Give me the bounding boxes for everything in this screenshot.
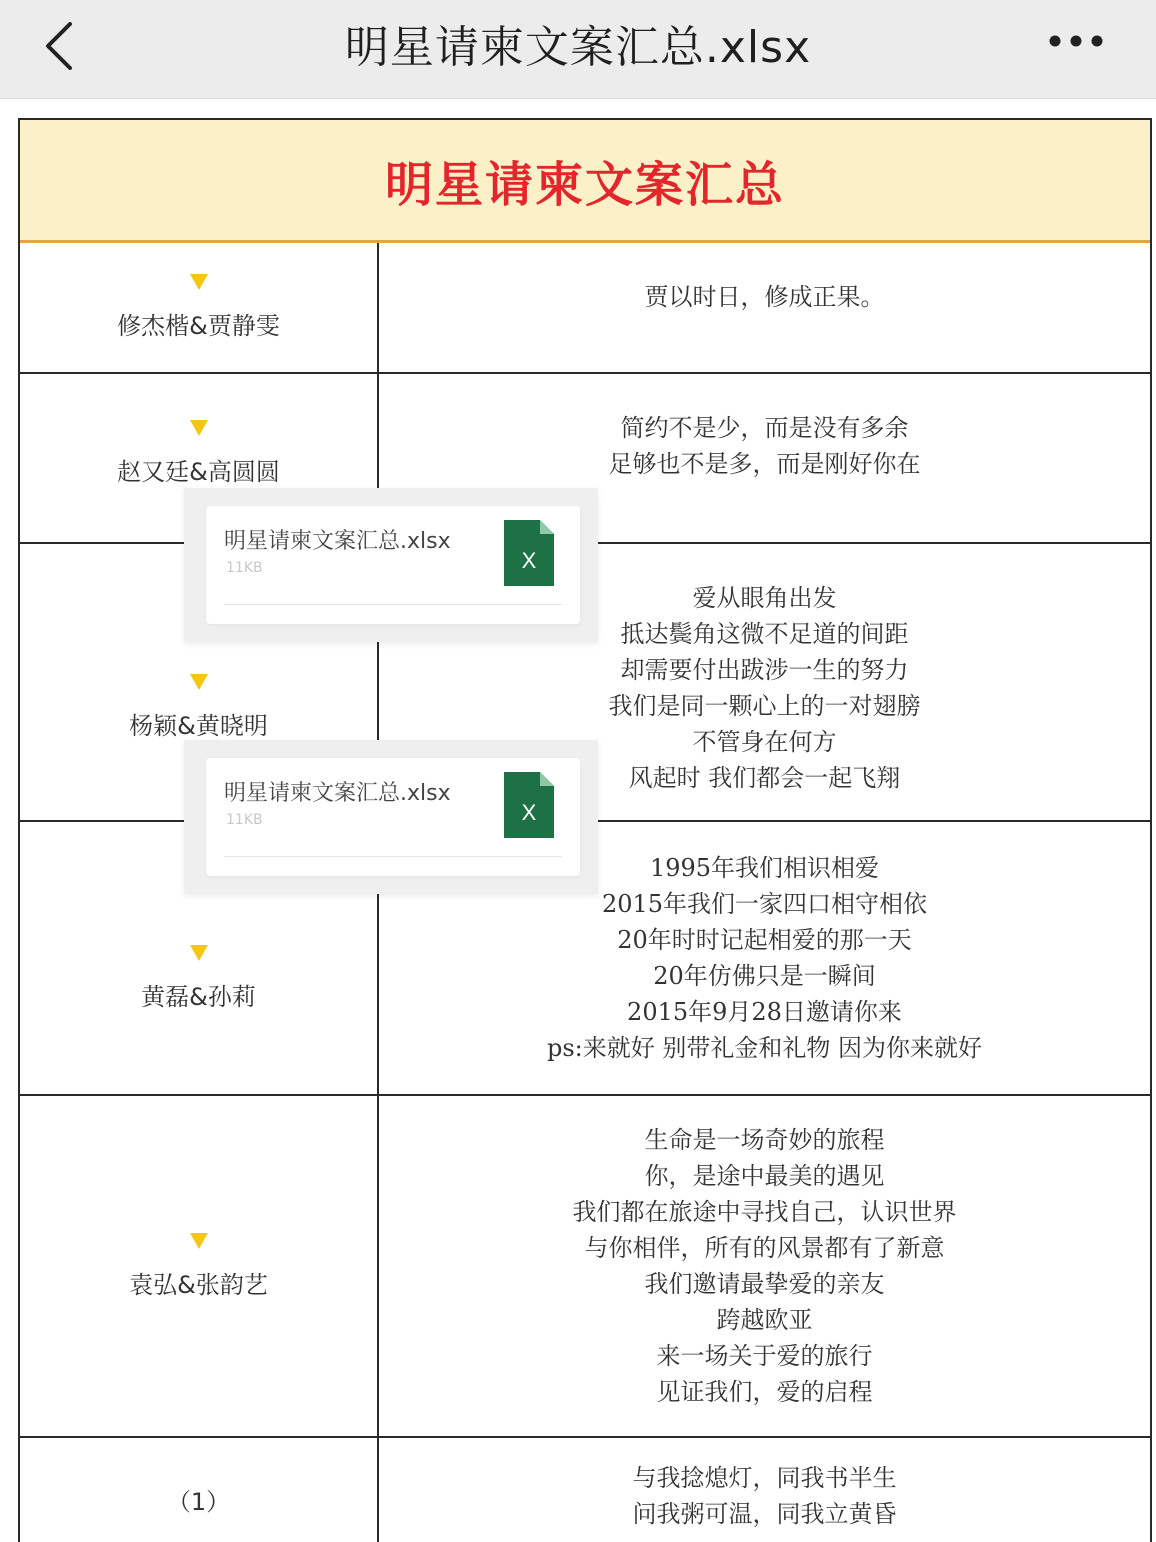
file-attachment-popup[interactable]: [184, 740, 598, 894]
attachment-file-size: 11KB: [226, 812, 263, 828]
file-attachment-card[interactable]: [206, 506, 580, 624]
invitation-line: 20年时时记起相爱的那一天: [617, 926, 912, 954]
excel-file-icon: [504, 520, 554, 586]
invitation-line: 问我粥可温，同我立黄昏: [632, 1500, 897, 1528]
invitation-line: 我们都在旅途中寻找自己，认识世界: [572, 1198, 957, 1226]
invitation-line: 2015年我们一家四口相守相依: [601, 890, 928, 918]
file-attachment-popup[interactable]: [184, 488, 598, 642]
table-row: [20, 243, 1150, 374]
triangle-marker-icon: [190, 945, 208, 961]
invitation-line: 你，是途中最美的遇见: [644, 1162, 885, 1190]
back-chevron-icon: [40, 20, 80, 72]
invitation-text-cell: [379, 1438, 1150, 1532]
couple-name-cell: [20, 1438, 379, 1542]
couple-name: 袁弘&张韵艺: [129, 1270, 268, 1299]
couple-name-cell: [20, 243, 379, 372]
attachment-file-name: 明星请柬文案汇总.xlsx: [224, 781, 451, 806]
more-dots-icon: [1048, 34, 1104, 48]
triangle-marker-icon: [190, 1233, 208, 1249]
divider: [224, 856, 562, 857]
invitation-text-cell: [379, 243, 1150, 372]
invitation-line: 20年仿佛只是一瞬间: [653, 962, 876, 990]
invitation-line: 足够也不是多，而是刚好你在: [608, 450, 921, 478]
invitation-line: 我们是同一颗心上的一对翅膀: [608, 692, 921, 720]
invitation-line: 抵达鬓角这微不足道的间距: [620, 620, 909, 648]
couple-name: 修杰楷&贾静雯: [117, 312, 280, 340]
sheet-title: 明星请柬文案汇总: [20, 120, 1150, 243]
back-button[interactable]: [28, 14, 92, 78]
invitation-line: 1995年我们相识相爱: [649, 854, 880, 882]
attachment-file-name: 明星请柬文案汇总.xlsx: [224, 529, 451, 554]
file-attachment-card[interactable]: [206, 758, 580, 876]
table-row: [20, 1096, 1150, 1438]
couple-name: 赵又廷&高圆圆: [117, 457, 280, 486]
invitation-line: 不管身在何方: [692, 728, 837, 756]
invitation-line: 跨越欧亚: [716, 1306, 813, 1334]
excel-file-icon: [504, 772, 554, 838]
invitation-line: 来一场关于爱的旅行: [656, 1342, 873, 1370]
invitation-line: 却需要付出跋涉一生的努力: [620, 656, 909, 684]
excel-icon-letter: X: [521, 548, 537, 573]
couple-name: 黄磊&孙莉: [141, 982, 256, 1011]
divider: [224, 604, 562, 605]
invitation-line: 生命是一场奇妙的旅程: [644, 1126, 885, 1154]
invitation-line: 贾以时日，修成正果。: [644, 282, 885, 311]
invitation-line: 爱从眼角出发: [692, 584, 837, 612]
invitation-line: 与我捻熄灯，同我书半生: [632, 1464, 897, 1492]
invitation-line: 风起时 我们都会一起飞翔: [628, 764, 901, 792]
triangle-marker-icon: [190, 420, 208, 436]
excel-icon-letter: X: [521, 800, 537, 825]
invitation-line: 我们邀请最挚爱的亲友: [644, 1270, 885, 1298]
triangle-marker-icon: [190, 674, 208, 690]
couple-name-cell: [20, 1096, 379, 1436]
top-nav-bar: [0, 0, 1156, 99]
attachment-file-size: 11KB: [226, 560, 263, 576]
couple-name: （1）: [166, 1488, 231, 1516]
invitation-line: 与你相伴，所有的风景都有了新意: [584, 1234, 945, 1262]
invitation-line: 2015年9月28日邀请你来: [627, 998, 902, 1026]
invitation-text-cell: [379, 1096, 1150, 1436]
invitation-line: 简约不是少，而是没有多余: [620, 414, 909, 442]
table-row: [20, 1438, 1150, 1542]
invitation-line: 见证我们，爱的启程: [656, 1378, 873, 1406]
couple-name: 杨颖&黄晓明: [129, 711, 268, 740]
file-title: 明星请柬文案汇总.xlsx: [344, 22, 812, 73]
triangle-marker-icon: [190, 274, 208, 290]
more-options-button[interactable]: [1036, 16, 1116, 66]
invitation-line: ps:来就好 别带礼金和礼物 因为你来就好: [546, 1034, 983, 1062]
